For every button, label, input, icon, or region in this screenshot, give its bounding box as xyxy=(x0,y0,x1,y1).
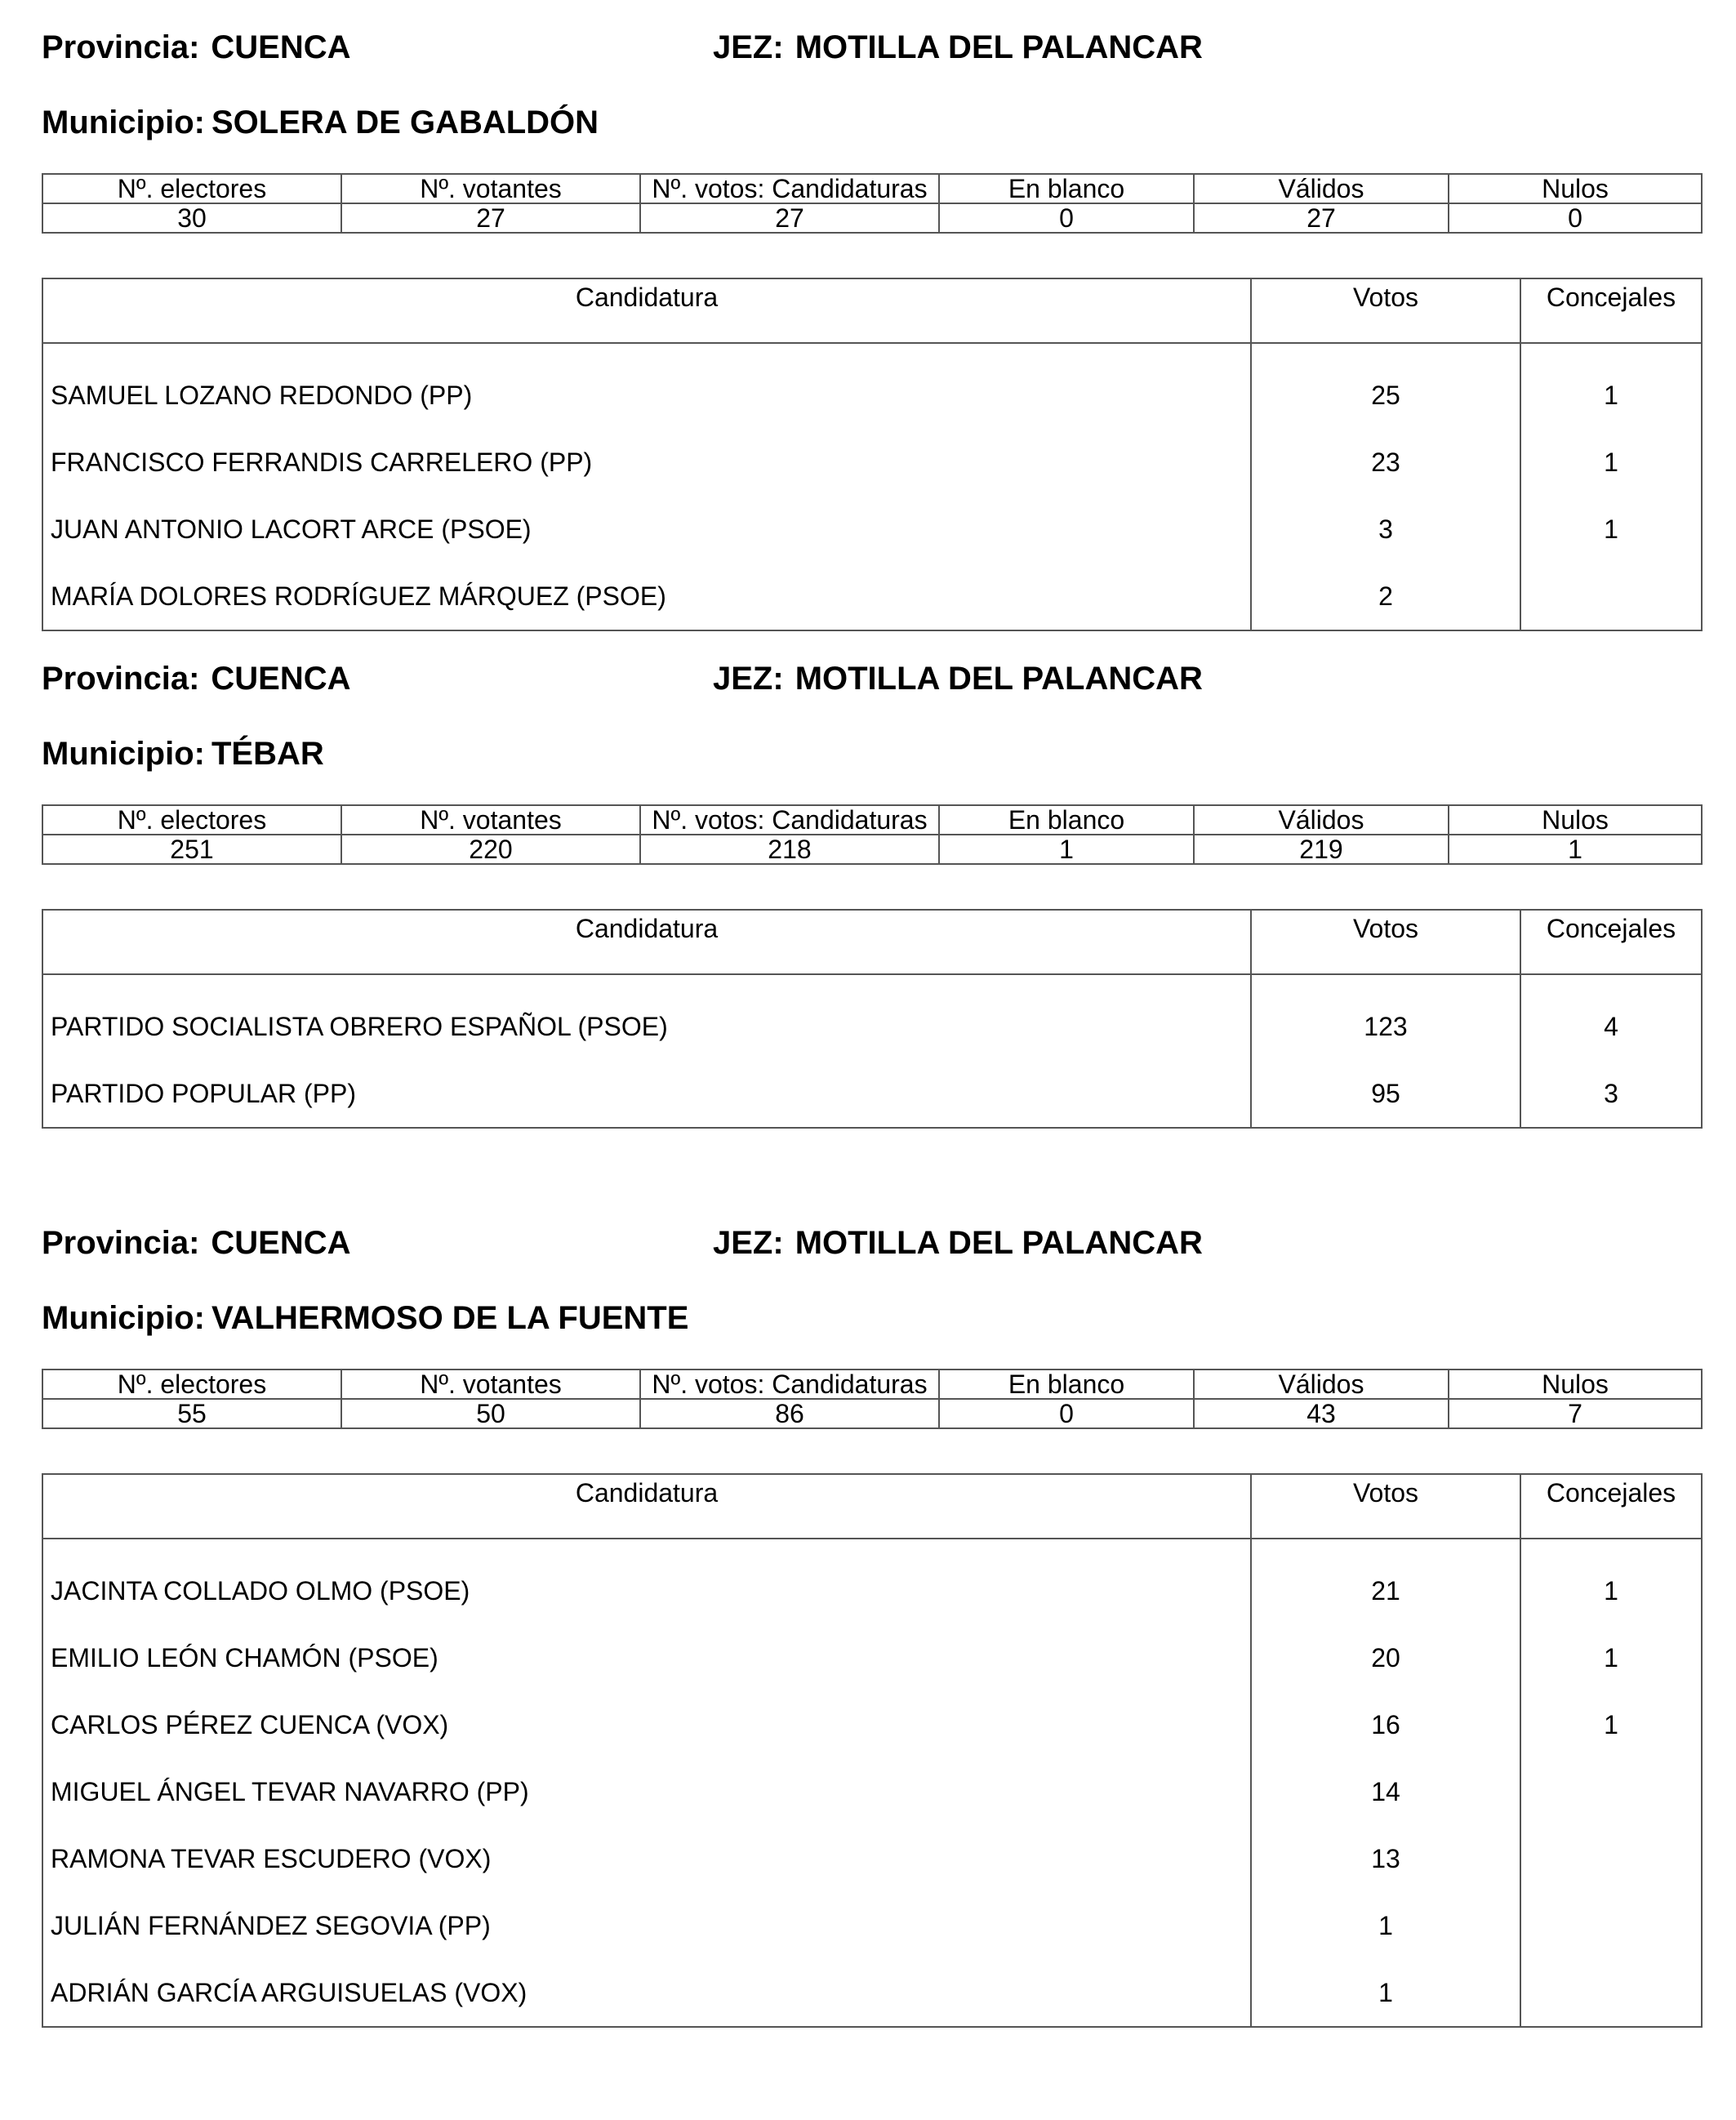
candidate-row xyxy=(42,1691,1702,1758)
candidate-row xyxy=(42,362,1702,429)
concejales-header: Concejales xyxy=(1520,1474,1702,1539)
jez-value: MOTILLA DEL PALANCAR xyxy=(795,1225,1203,1261)
candidate-name: ADRIÁN GARCÍA ARGUISUELAS (VOX) xyxy=(42,1959,1251,2027)
candidate-row xyxy=(42,1758,1702,1825)
municipio-header xyxy=(42,737,324,770)
candidate-row xyxy=(42,1892,1702,1959)
spacer-row xyxy=(42,974,1702,993)
provincia-header xyxy=(42,1227,351,1259)
candidate-row xyxy=(42,1624,1702,1691)
summary-header-cell: Nº. electores xyxy=(42,805,341,835)
summary-value-cell: 27 xyxy=(341,203,640,233)
candidate-concejales: 1 xyxy=(1520,362,1702,429)
summary-header-cell: Nº. electores xyxy=(42,1370,341,1399)
summary-header-cell: Válidos xyxy=(1194,1370,1449,1399)
candidate-name: JACINTA COLLADO OLMO (PSOE) xyxy=(42,1557,1251,1624)
candidate-votos: 14 xyxy=(1251,1758,1520,1825)
candidatura-header: Candidatura xyxy=(42,910,1251,974)
summary-value-cell: 0 xyxy=(939,1399,1194,1428)
summary-header-cell: Válidos xyxy=(1194,805,1449,835)
candidate-row xyxy=(42,993,1702,1060)
summary-value-row xyxy=(42,835,1702,864)
spacer-row xyxy=(42,343,1702,362)
candidate-concejales xyxy=(1520,1892,1702,1959)
candidate-row xyxy=(42,496,1702,563)
municipio-label: Municipio: xyxy=(42,1300,205,1336)
provincia-value: CUENCA xyxy=(211,661,351,697)
jez-value: MOTILLA DEL PALANCAR xyxy=(795,661,1203,697)
summary-value-cell: 50 xyxy=(341,1399,640,1428)
votos-header: Votos xyxy=(1251,278,1520,343)
provincia-header xyxy=(42,662,351,695)
candidate-name: JULIÁN FERNÁNDEZ SEGOVIA (PP) xyxy=(42,1892,1251,1959)
candidate-votos: 2 xyxy=(1251,563,1520,630)
provincia-label: Provincia: xyxy=(42,661,200,697)
summary-value-cell: 30 xyxy=(42,203,341,233)
jez-value: MOTILLA DEL PALANCAR xyxy=(795,29,1203,65)
concejales-header: Concejales xyxy=(1520,910,1702,974)
candidate-name: PARTIDO POPULAR (PP) xyxy=(42,1060,1251,1128)
summary-value-cell: 27 xyxy=(1194,203,1449,233)
concejales-header: Concejales xyxy=(1520,278,1702,343)
municipio-value: TÉBAR xyxy=(211,736,324,772)
candidate-votos: 20 xyxy=(1251,1624,1520,1691)
spacer-row xyxy=(42,1539,1702,1557)
summary-value-cell: 0 xyxy=(939,203,1194,233)
summary-header-row xyxy=(42,805,1702,835)
candidate-concejales xyxy=(1520,1959,1702,2027)
summary-table xyxy=(42,804,1703,865)
summary-header-row xyxy=(42,1370,1702,1399)
votos-header: Votos xyxy=(1251,910,1520,974)
candidates-header-row xyxy=(42,1474,1702,1539)
provincia-label: Provincia: xyxy=(42,29,200,65)
summary-value-cell: 27 xyxy=(640,203,939,233)
summary-header-cell: En blanco xyxy=(939,1370,1194,1399)
municipio-header xyxy=(42,1302,688,1334)
municipio-label: Municipio: xyxy=(42,105,205,140)
provincia-value: CUENCA xyxy=(211,1225,351,1261)
candidate-row xyxy=(42,1825,1702,1892)
spacer-cell xyxy=(1520,1539,1702,1557)
municipio-value: SOLERA DE GABALDÓN xyxy=(211,105,599,140)
provincia-label: Provincia: xyxy=(42,1225,200,1261)
summary-header-cell: Nº. votos: Candidaturas xyxy=(640,1370,939,1399)
summary-value-cell: 86 xyxy=(640,1399,939,1428)
spacer-cell xyxy=(1251,974,1520,993)
candidate-name: EMILIO LEÓN CHAMÓN (PSOE) xyxy=(42,1624,1251,1691)
municipio-header xyxy=(42,106,599,139)
summary-value-cell: 7 xyxy=(1449,1399,1702,1428)
jez-label: JEZ: xyxy=(713,29,784,65)
candidate-votos: 1 xyxy=(1251,1959,1520,2027)
candidate-row xyxy=(42,1557,1702,1624)
jez-label: JEZ: xyxy=(713,661,784,697)
candidate-votos: 23 xyxy=(1251,429,1520,496)
candidate-votos: 3 xyxy=(1251,496,1520,563)
candidate-votos: 16 xyxy=(1251,1691,1520,1758)
spacer-cell xyxy=(1251,343,1520,362)
candidate-row xyxy=(42,1060,1702,1128)
spacer-cell xyxy=(1251,1539,1520,1557)
jez-header xyxy=(713,662,1203,695)
summary-value-cell: 218 xyxy=(640,835,939,864)
candidatura-header: Candidatura xyxy=(42,278,1251,343)
candidate-concejales: 4 xyxy=(1520,993,1702,1060)
summary-value-row xyxy=(42,203,1702,233)
candidate-votos: 123 xyxy=(1251,993,1520,1060)
candidate-row xyxy=(42,563,1702,630)
summary-header-cell: En blanco xyxy=(939,805,1194,835)
summary-header-cell: Nº. votantes xyxy=(341,1370,640,1399)
candidate-name: MARÍA DOLORES RODRÍGUEZ MÁRQUEZ (PSOE) xyxy=(42,563,1251,630)
candidate-votos: 13 xyxy=(1251,1825,1520,1892)
candidate-concejales: 1 xyxy=(1520,1624,1702,1691)
summary-header-cell: Nº. votos: Candidaturas xyxy=(640,174,939,203)
summary-value-cell: 55 xyxy=(42,1399,341,1428)
summary-header-cell: Nº. votantes xyxy=(341,174,640,203)
candidate-concejales: 1 xyxy=(1520,1691,1702,1758)
summary-value-cell: 1 xyxy=(939,835,1194,864)
candidate-concejales xyxy=(1520,1758,1702,1825)
provincia-value: CUENCA xyxy=(211,29,351,65)
candidates-table xyxy=(42,278,1703,631)
candidate-votos: 25 xyxy=(1251,362,1520,429)
candidate-name: MIGUEL ÁNGEL TEVAR NAVARRO (PP) xyxy=(42,1758,1251,1825)
jez-header xyxy=(713,31,1203,64)
candidate-votos: 21 xyxy=(1251,1557,1520,1624)
candidates-table xyxy=(42,909,1703,1129)
candidates-header-row xyxy=(42,278,1702,343)
summary-value-row xyxy=(42,1399,1702,1428)
summary-header-cell: Nulos xyxy=(1449,805,1702,835)
candidate-concejales: 3 xyxy=(1520,1060,1702,1128)
summary-header-cell: En blanco xyxy=(939,174,1194,203)
candidate-concejales: 1 xyxy=(1520,496,1702,563)
summary-value-cell: 43 xyxy=(1194,1399,1449,1428)
candidates-header-row xyxy=(42,910,1702,974)
spacer-cell xyxy=(1520,974,1702,993)
candidate-name: RAMONA TEVAR ESCUDERO (VOX) xyxy=(42,1825,1251,1892)
candidate-votos: 95 xyxy=(1251,1060,1520,1128)
candidate-name: PARTIDO SOCIALISTA OBRERO ESPAÑOL (PSOE) xyxy=(42,993,1251,1060)
summary-table xyxy=(42,1369,1703,1429)
candidate-name: CARLOS PÉREZ CUENCA (VOX) xyxy=(42,1691,1251,1758)
candidatura-header: Candidatura xyxy=(42,1474,1251,1539)
votos-header: Votos xyxy=(1251,1474,1520,1539)
candidate-row xyxy=(42,429,1702,496)
candidate-concejales xyxy=(1520,1825,1702,1892)
jez-label: JEZ: xyxy=(713,1225,784,1261)
candidate-concejales: 1 xyxy=(1520,1557,1702,1624)
spacer-cell xyxy=(42,343,1251,362)
candidate-votos: 1 xyxy=(1251,1892,1520,1959)
summary-header-cell: Nº. votantes xyxy=(341,805,640,835)
candidate-name: SAMUEL LOZANO REDONDO (PP) xyxy=(42,362,1251,429)
summary-value-cell: 251 xyxy=(42,835,341,864)
spacer-cell xyxy=(1520,343,1702,362)
summary-value-cell: 1 xyxy=(1449,835,1702,864)
candidates-table xyxy=(42,1473,1703,2028)
spacer-cell xyxy=(42,974,1251,993)
summary-value-cell: 0 xyxy=(1449,203,1702,233)
municipio-value: VALHERMOSO DE LA FUENTE xyxy=(211,1300,689,1336)
municipio-label: Municipio: xyxy=(42,736,205,772)
summary-header-cell: Nulos xyxy=(1449,1370,1702,1399)
provincia-header xyxy=(42,31,351,64)
summary-header-cell: Nulos xyxy=(1449,174,1702,203)
candidate-concejales: 1 xyxy=(1520,429,1702,496)
summary-header-cell: Válidos xyxy=(1194,174,1449,203)
summary-header-cell: Nº. votos: Candidaturas xyxy=(640,805,939,835)
summary-value-cell: 220 xyxy=(341,835,640,864)
jez-header xyxy=(713,1227,1203,1259)
summary-header-cell: Nº. electores xyxy=(42,174,341,203)
candidate-name: FRANCISCO FERRANDIS CARRELERO (PP) xyxy=(42,429,1251,496)
summary-value-cell: 219 xyxy=(1194,835,1449,864)
summary-header-row xyxy=(42,174,1702,203)
candidate-name: JUAN ANTONIO LACORT ARCE (PSOE) xyxy=(42,496,1251,563)
summary-table xyxy=(42,173,1703,234)
candidate-row xyxy=(42,1959,1702,2027)
candidate-concejales xyxy=(1520,563,1702,630)
spacer-cell xyxy=(42,1539,1251,1557)
